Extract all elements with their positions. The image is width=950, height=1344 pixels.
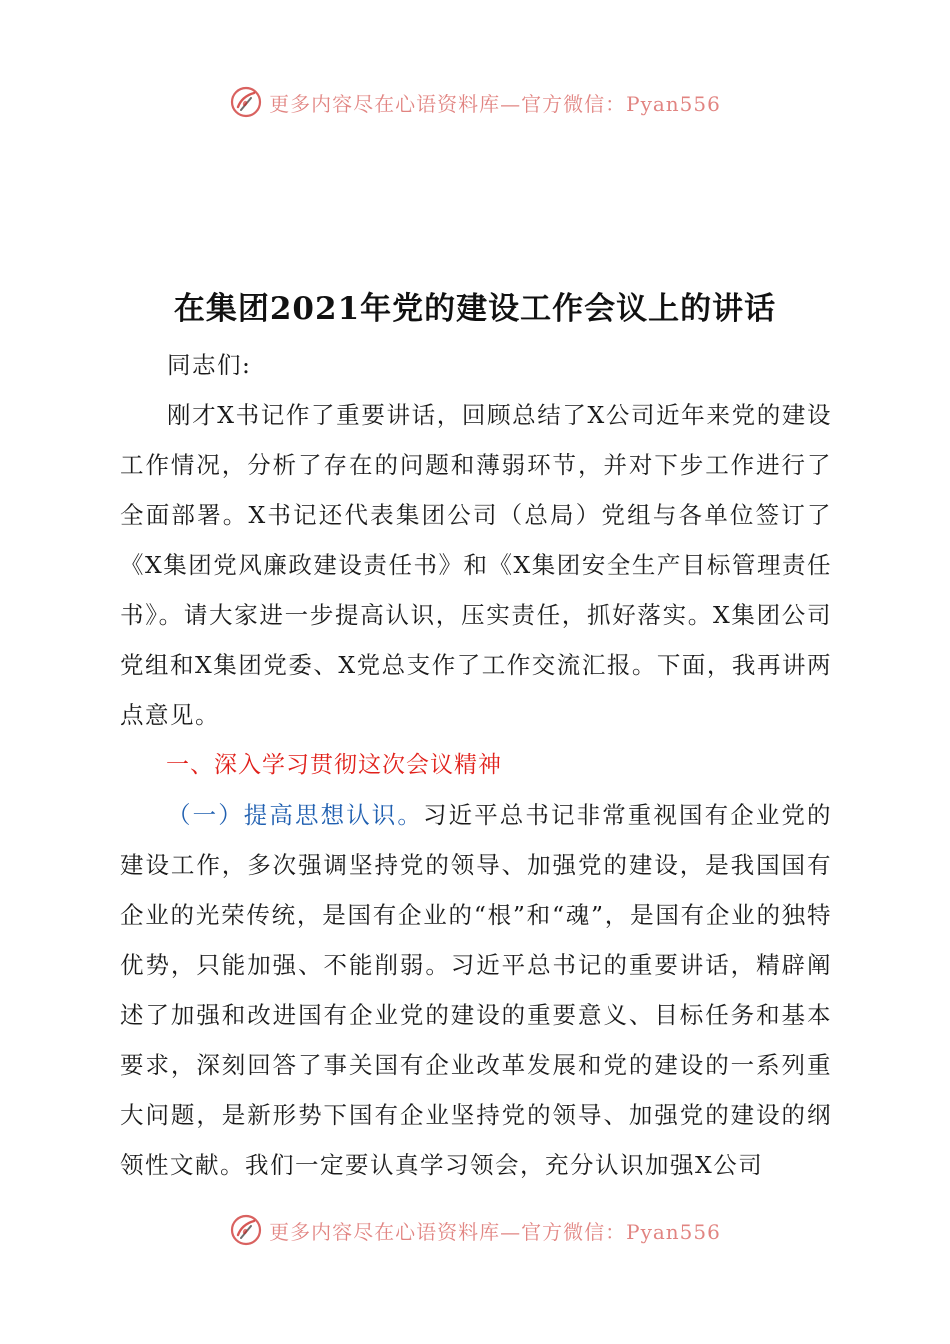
subsection-label-1: （一）提高思想认识。 — [167, 801, 423, 829]
section-heading-1: 一、深入学习贯彻这次会议精神 — [166, 752, 502, 778]
paragraph-intro: 刚才X书记作了重要讲话，回顾总结了X公司近年来党的建设工作情况，分析了存在的问题和薄弱环节，并对下步工作进行了全面部署。X书记还代表集团公司（总局）党组与各单位签订了《X集团党风廉政建设责任书》和《X集团安全生产目标管理责任书》。请大家进一步提高认识，压实责任，抓好落实。X集团公司党组和X集团党委、X党总支作了工作交流汇报。下面，我再讲两点意见。 — [120, 401, 832, 729]
footer-banner-text: 更多内容尽在心语资料库—官方微信：Pyan556 — [269, 1219, 721, 1244]
header-banner — [0, 82, 950, 122]
document-body — [120, 340, 832, 1190]
footer-banner — [0, 1210, 950, 1250]
paragraph-subsection-1 — [120, 790, 832, 1190]
document-title: 在集团2021年党的建设工作会议上的讲话 — [173, 290, 777, 327]
subsection-text-1: 习近平总书记非常重视国有企业党的建设工作，多次强调坚持党的领导、加强党的建设，是我国国有企业的光荣传统，是国有企业的“根”和“魂”，是国有企业的独特优势，只能加强、不能削弱。习近平总书记的重要讲话，精辟阐述了加强和改进国有企业党的建设的重要意义、目标任务和基本要求，深刻回答了事关国有企业改革发展和党的建设的一系列重大问题，是新形势下国有企业坚持党的领导、加强党的建设的纲领性文献。我们一定要认真学习领会，充分认识加强X公司 — [120, 801, 832, 1179]
salutation: 同志们: — [167, 351, 252, 379]
header-banner-text: 更多内容尽在心语资料库—官方微信：Pyan556 — [269, 91, 721, 116]
pen-heart-logo-icon — [229, 85, 263, 119]
pen-heart-logo-icon — [229, 1213, 263, 1247]
